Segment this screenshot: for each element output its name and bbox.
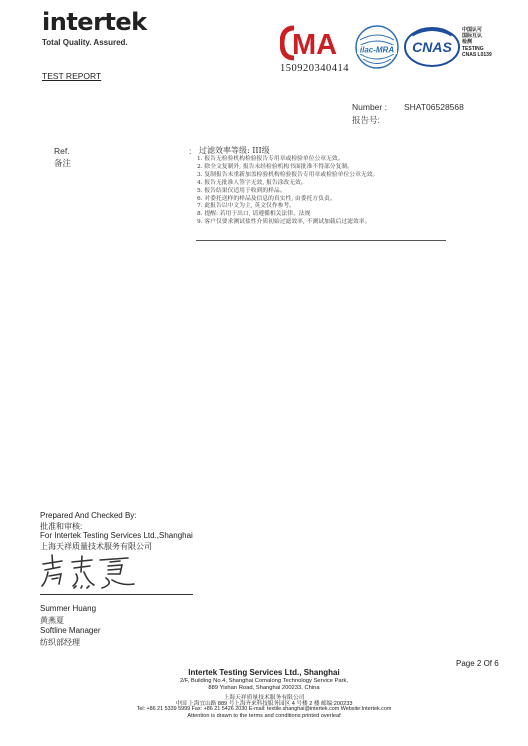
remark-item: 4. 报告无批准人签字无效, 报告涂改无效。 bbox=[197, 179, 307, 186]
remarks-underline bbox=[196, 240, 446, 241]
ilac-mra-logo-icon bbox=[354, 24, 400, 70]
footer-address-line1: 2/F, Building No.4, Shanghai Comalong Technology Service Park, bbox=[179, 678, 349, 684]
report-number-label-cn: 报告号: bbox=[352, 115, 380, 125]
cma-text: MA bbox=[292, 29, 338, 61]
remark-item: 3. 复制报告未重新加盖检验机构检验报告专用章或检验单位公章无效。 bbox=[197, 171, 379, 178]
footer-company-cn: 上海天祥质量技术服务有限公司 bbox=[223, 695, 305, 701]
prepared-title: Prepared And Checked By: bbox=[40, 511, 137, 520]
signer-title: Softline Manager bbox=[40, 626, 101, 635]
remarks-list bbox=[197, 156, 457, 227]
signature-icon bbox=[40, 552, 140, 590]
remark-item: 5. 报告结果仅适用于收到的样品。 bbox=[197, 187, 286, 194]
report-number-value: SHAT06528568 bbox=[404, 102, 464, 112]
footer-address-line2: 889 Yishan Road, Shanghai 200233, China bbox=[208, 685, 320, 691]
signer-name: Summer Huang bbox=[40, 604, 97, 613]
cma-seal-icon bbox=[280, 24, 350, 62]
prepared-company: For Intertek Testing Services Ltd.,Shanghai bbox=[40, 531, 193, 540]
remark-item: 7. 此报告以中文为主, 英文仅作参考。 bbox=[197, 203, 296, 210]
footer-address-cn: 中国 上海宜山路 889 号上海齐来科技服务园区 4 号楼 2 楼 邮编:200233 bbox=[175, 701, 353, 707]
logo-tagline: Total Quality. Assured. bbox=[42, 38, 128, 47]
filtration-grade: 过滤效率等级: III级 bbox=[199, 146, 270, 155]
cnas-cn-label: 中国认可 国际互认 检测 bbox=[462, 27, 483, 45]
intertek-logo: intertek bbox=[42, 8, 147, 36]
remark-item: 1. 报告无检验机构检验报告专用章或检验单位公章无效。 bbox=[197, 156, 344, 162]
footer-contact: Tel: +86 21 5339 5999 Fax: +86 21 5426 2030 E-mail: textile.shanghai@intertek.com Website:Intertek.com bbox=[136, 706, 392, 712]
ref-label-cn: 备注 bbox=[54, 158, 72, 168]
signer-name-cn: 黄燕夏 bbox=[40, 616, 64, 625]
cnas-en-label: TESTING CNAS L0139 bbox=[462, 46, 492, 58]
remark-item: 6. 对委托送样的样品及信息的真实性, 由委托方负责。 bbox=[197, 195, 336, 202]
report-number-label: Number : bbox=[352, 102, 387, 112]
remark-item: 9. 客户仅要求测试盐性介质初始过滤效率, 不测试加载后过滤效率。 bbox=[197, 219, 371, 226]
report-title: TEST REPORT bbox=[42, 71, 102, 81]
cnas-logo-icon bbox=[404, 26, 460, 68]
footer-attention: Attention is drawn to the terms and conditions printed overleaf bbox=[187, 713, 341, 719]
cnas-text: CNAS bbox=[412, 39, 452, 55]
page-number: Page 2 Of 6 bbox=[456, 659, 499, 668]
remark-item: 2. 除全文复制外, 报告未经检验机构书面批准不得部分复制。 bbox=[197, 163, 353, 170]
ref-label: Ref. bbox=[54, 146, 70, 156]
ref-colon: : bbox=[189, 146, 192, 156]
prepared-company-cn: 上海天祥质量技术服务有限公司 bbox=[40, 542, 152, 551]
ilac-text: ilac-MRA bbox=[359, 45, 395, 55]
signature-line bbox=[40, 594, 193, 595]
prepared-title-cn: 批准和审核: bbox=[40, 522, 83, 531]
signer-title-cn: 纺织部经理 bbox=[40, 638, 80, 647]
remark-item: 8. 提醒: 若用于出口, 请遵循相关法律、法规 bbox=[197, 211, 311, 218]
cma-number: 150920340414 bbox=[280, 63, 349, 74]
footer-company: Intertek Testing Services Ltd., Shanghai bbox=[188, 668, 340, 677]
